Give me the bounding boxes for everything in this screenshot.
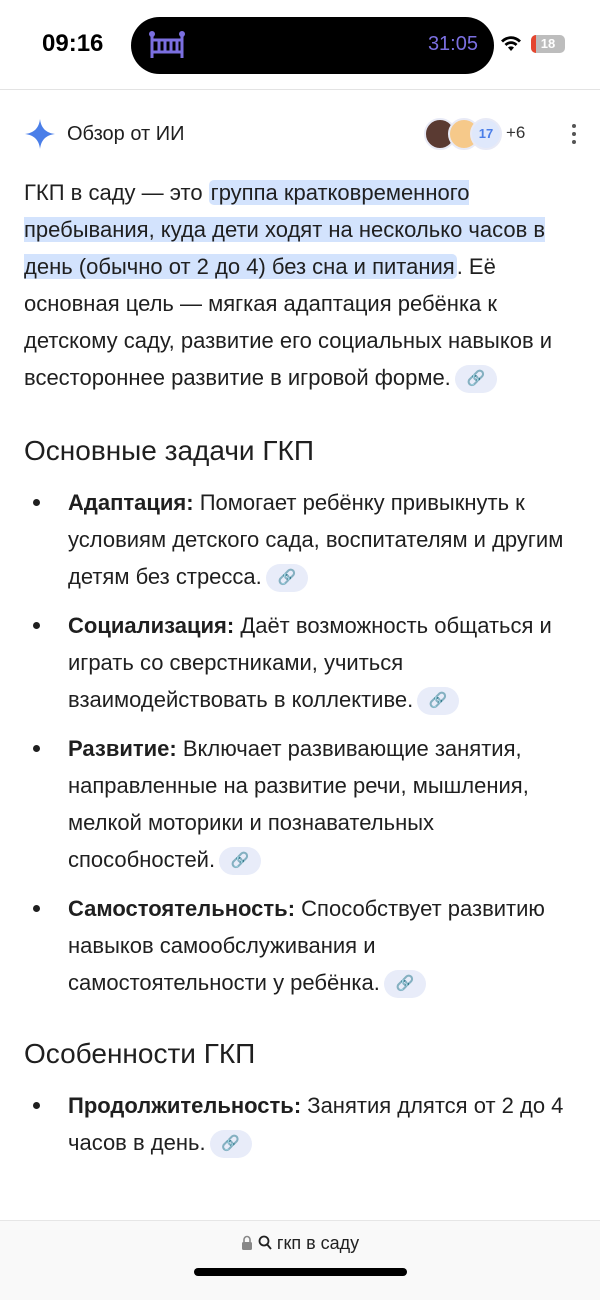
- item-text: Занятия длятся от 2 до 4 часов в день.: [68, 1093, 564, 1155]
- section-heading: Основные задачи ГКП: [24, 435, 314, 466]
- lock-icon: [241, 1235, 253, 1250]
- list-item: [24, 890, 576, 1001]
- tasks-list: [24, 484, 576, 1001]
- ai-overview-title: Обзор от ИИ: [67, 123, 185, 145]
- crib-icon: [149, 31, 185, 59]
- status-bar: [0, 0, 600, 90]
- list-item: [24, 607, 576, 718]
- home-indicator[interactable]: [194, 1268, 407, 1276]
- link-icon[interactable]: 🔗: [210, 1130, 252, 1158]
- link-icon[interactable]: 🔗: [384, 970, 426, 998]
- item-text: Включает развивающие занятия, направленные на развитие речи, мышления, мелкой моторики и познавательных способностей.: [68, 736, 529, 872]
- item-text: Помогает ребёнку привыкнуть к условиям детского сада, воспитателям и другим детям без стресса.: [68, 490, 564, 589]
- sources-more-count[interactable]: +6: [506, 123, 526, 142]
- url-text: гкп в саду: [276, 1233, 360, 1253]
- intro-paragraph: [24, 174, 576, 396]
- dynamic-island[interactable]: [131, 17, 494, 74]
- list-item: [24, 1087, 576, 1161]
- intro-text: ГКП в саду — это: [24, 180, 209, 205]
- intro-highlight: группа кратковременного пребывания, куда дети ходят на несколько часов в день (обычно от 2 до 4) без сна и питания: [24, 180, 546, 279]
- section-heading: Особенности ГКП: [24, 1038, 256, 1069]
- clock: 09:16: [42, 30, 104, 57]
- ai-overview-content: [24, 174, 576, 1173]
- item-label: Развитие:: [68, 736, 177, 761]
- search-icon: [258, 1235, 272, 1250]
- link-icon[interactable]: 🔗: [417, 687, 459, 715]
- link-icon[interactable]: 🔗: [455, 365, 497, 393]
- sparkle-icon: [24, 118, 56, 150]
- item-label: Продолжительность:: [68, 1093, 302, 1118]
- source-avatar[interactable]: 17: [470, 118, 502, 150]
- item-label: Самостоятельность:: [68, 896, 296, 921]
- url-field[interactable]: [0, 1233, 600, 1254]
- more-options-icon[interactable]: [572, 124, 576, 148]
- wifi-icon: [500, 36, 522, 52]
- battery-icon: [531, 35, 565, 53]
- link-icon[interactable]: 🔗: [266, 564, 308, 592]
- item-text: Способствует развитию навыков самообслуживания и самостоятельности у ребёнка.: [68, 896, 545, 995]
- timer: 31:05: [427, 33, 478, 55]
- features-list: [24, 1087, 576, 1161]
- list-item: [24, 484, 576, 595]
- battery-level: 18: [540, 36, 556, 51]
- link-icon[interactable]: 🔗: [219, 847, 261, 875]
- item-label: Социализация:: [68, 613, 235, 638]
- intro-text: . Её основная цель — мягкая адаптация ребёнка к детскому саду, развитие его социальных навыков и всестороннее развитие в игровой форме.: [24, 254, 553, 390]
- item-label: Адаптация:: [68, 490, 194, 515]
- list-item: [24, 730, 576, 878]
- address-bar[interactable]: [0, 1220, 600, 1300]
- ai-overview-header: [24, 116, 576, 152]
- item-text: Даёт возможность общаться и играть со сверстниками, учиться взаимодействовать в коллективе.: [68, 613, 552, 712]
- source-avatars[interactable]: [424, 118, 504, 150]
